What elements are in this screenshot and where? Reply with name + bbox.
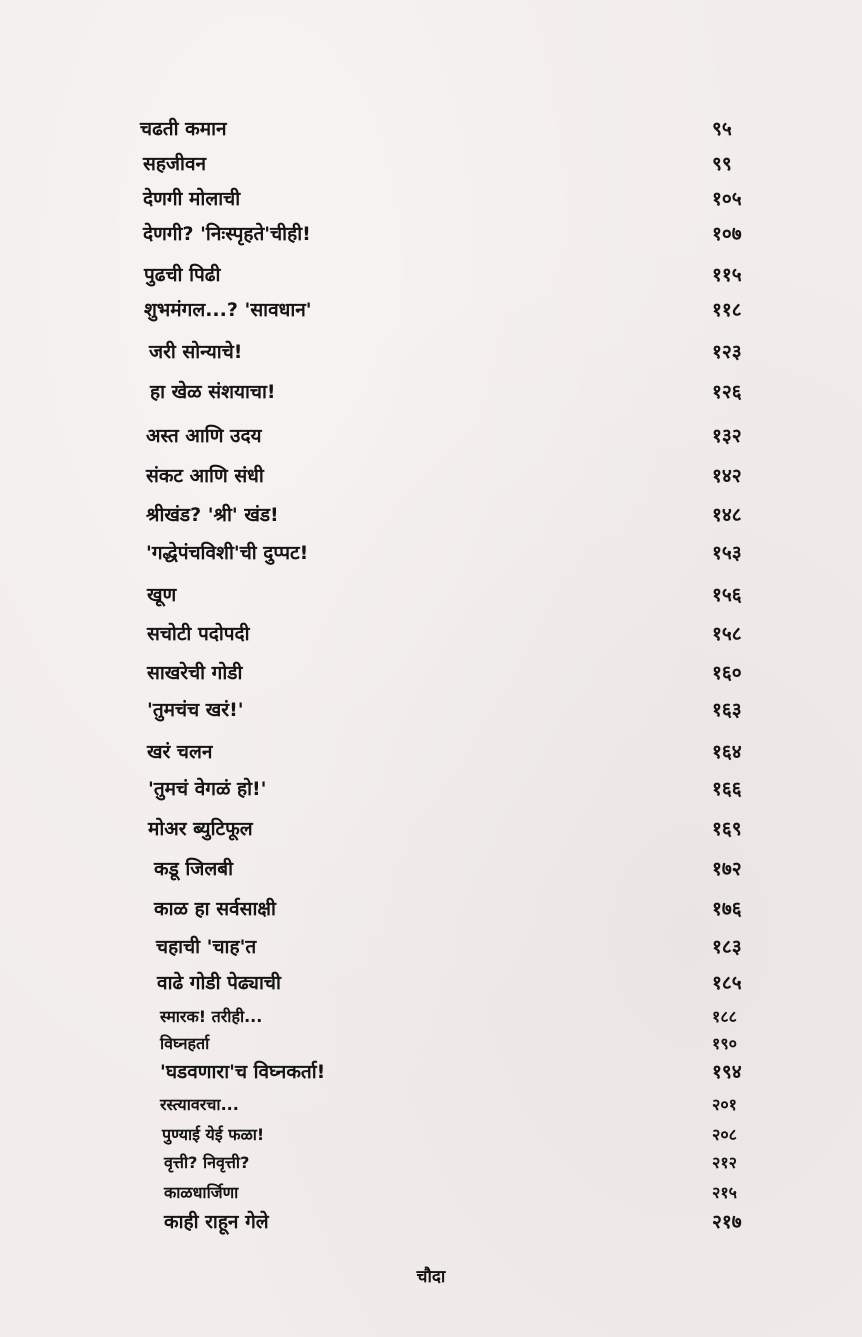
page-folio: चौदा	[416, 1267, 446, 1287]
toc-entry-title: साखरेची गोडी	[147, 662, 243, 684]
toc-entry-title: खूण	[147, 584, 177, 606]
toc-entry-title: शुभमंगल...? 'सावधान'	[144, 299, 312, 321]
toc-entry-page: १२६	[712, 381, 742, 403]
toc-entry-title: स्मारक! तरीही...	[160, 1007, 263, 1026]
toc-entry-title: हा खेळ संशयाचा!	[150, 381, 276, 403]
toc-entry-title: पुण्याई येई फळा!	[162, 1125, 265, 1144]
toc-entry-title: 'तुमचंच खरं!'	[147, 699, 244, 721]
toc-entry-page: १५३	[712, 542, 742, 564]
toc-entry-page: १६९	[712, 818, 742, 840]
toc-entry-title: 'गद्धेपंचविशी'ची दुप्पट!	[146, 542, 309, 564]
toc-entry-title: 'तुमचं वेगळं हो!'	[148, 778, 267, 800]
toc-entry-title: सचोटी पदोपदी	[147, 623, 250, 645]
toc-entry-page: १८५	[712, 972, 742, 994]
toc-entry	[0, 852, 862, 886]
toc-entry-page: १३२	[712, 425, 742, 447]
toc-entry	[0, 578, 862, 612]
toc-entry-title: संकट आणि संधी	[146, 465, 264, 487]
toc-entry-title: देणगी? 'निःस्पृहते'चीही!	[143, 223, 311, 245]
toc-entry-title: मोअर ब्युटिफूल	[148, 818, 253, 840]
toc-entry-page: १६६	[712, 778, 742, 800]
toc-entry-title: चहाची 'चाह'त	[156, 936, 257, 958]
toc-entry	[0, 930, 862, 964]
toc-entry-page: १७६	[712, 898, 742, 920]
toc-entry-page: १५८	[712, 623, 742, 645]
toc-entry-title: पुढची पिढी	[144, 264, 221, 286]
toc-entry	[0, 693, 862, 727]
toc-entry-page: १८३	[712, 936, 742, 958]
toc-entry-title: चढती कमान	[140, 118, 227, 140]
toc-entry	[0, 735, 862, 769]
toc-entry-title: वाढे गोडी पेढ्याची	[157, 972, 281, 994]
toc-entry-title: सहजीवन	[143, 153, 207, 175]
toc-entry	[0, 258, 862, 292]
toc-entry	[0, 1146, 862, 1180]
toc-entry	[0, 147, 862, 181]
toc-entry-page: २१२	[712, 1153, 737, 1172]
toc-entry-page: १९४	[712, 1061, 742, 1083]
toc-entry-title: देणगी मोलाची	[143, 188, 241, 210]
toc-entry-title: काळ हा सर्वसाक्षी	[154, 898, 276, 920]
toc-entry-page: १६४	[712, 741, 742, 763]
toc-entry	[0, 1088, 862, 1122]
toc-entry	[0, 772, 862, 806]
toc-entry	[0, 536, 862, 570]
toc-entry	[0, 1205, 862, 1239]
toc-entry-page: १६०	[712, 662, 742, 684]
toc-entry-title: काळधार्जिणा	[164, 1183, 239, 1202]
toc-entry-page: २१७	[712, 1211, 742, 1233]
toc-entry-page: ९५	[712, 118, 732, 140]
toc-entry-page: २०१	[712, 1095, 737, 1114]
toc-entry-title: काही राहून गेले	[164, 1211, 269, 1233]
toc-entry	[0, 375, 862, 409]
toc-entry	[0, 112, 862, 146]
toc-entry	[0, 335, 862, 369]
toc-entry	[0, 617, 862, 651]
toc-entry-title: 'घडवणारा'च विघ्नकर्ता!	[160, 1061, 326, 1083]
toc-entry-page: १९०	[712, 1034, 737, 1053]
toc-entry-title: वृत्ती? निवृत्ती?	[164, 1153, 250, 1172]
toc-entry-page: १०७	[712, 223, 742, 245]
toc-entry-page: २१५	[712, 1183, 737, 1202]
toc-entry	[0, 419, 862, 453]
toc-entry	[0, 892, 862, 926]
toc-entry-title: विघ्नहर्ता	[160, 1034, 210, 1053]
toc-entry-page: १७२	[712, 858, 742, 880]
toc-entry	[0, 217, 862, 251]
toc-entry	[0, 498, 862, 532]
toc-entry-title: अस्त आणि उदय	[146, 425, 262, 447]
toc-entry	[0, 966, 862, 1000]
toc-entry-page: १०५	[712, 188, 742, 210]
toc-entry-page: १६३	[712, 699, 742, 721]
toc-entry	[0, 1055, 862, 1089]
toc-entry-page: १२३	[712, 341, 742, 363]
toc-entry-page: १८८	[712, 1007, 737, 1026]
toc-entry	[0, 293, 862, 327]
toc-entry-title: कडू जिलबी	[154, 858, 234, 880]
toc-entry-page: ९९	[712, 153, 732, 175]
toc-entry	[0, 656, 862, 690]
toc-entry-page: ११८	[712, 299, 742, 321]
toc-entry	[0, 182, 862, 216]
toc-entry-page: १४२	[712, 465, 742, 487]
toc-entry-page: १५६	[712, 584, 742, 606]
toc-entry-title: श्रीखंड? 'श्री' खंड!	[146, 504, 279, 526]
toc-entry-page: २०८	[712, 1125, 737, 1144]
toc-entry-page: ११५	[712, 264, 742, 286]
toc-entry-page: १४८	[712, 504, 742, 526]
toc-entry-title: खरं चलन	[147, 741, 213, 763]
toc-entry-title: जरी सोन्याचे!	[149, 341, 243, 363]
toc-entry-title: रस्त्यावरचा...	[160, 1095, 239, 1114]
toc-entry	[0, 812, 862, 846]
toc-entry	[0, 459, 862, 493]
